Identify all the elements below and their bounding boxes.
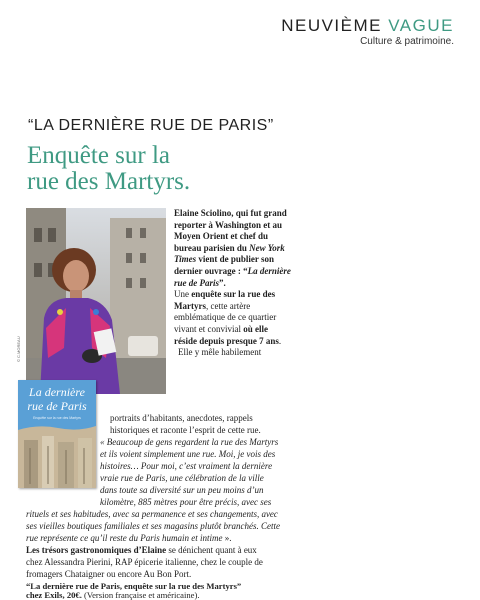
p3-line-b: portraits d’habitants, anecdotes, rappels (110, 413, 253, 423)
p2-bold: enquête sur la rue des Martyrs (174, 289, 276, 311)
book-title-line-1: La dernière (29, 385, 85, 399)
treasures-bold: Les trésors gastronomiques d’Elaine (26, 545, 167, 555)
treasures-line-3: fromagers Chataigner ou encore Au Bon Port. (26, 569, 192, 579)
intro-bold-3: ”. (219, 277, 226, 288)
intro-bold-1: Elaine Sciolino, qui fut grand reporter à Washington et au Moyen Orient et chef du bureau parisien du (174, 208, 287, 253)
photo-credit: © C.MOREAU (16, 336, 21, 362)
third-paragraph-start: Elle y mêle habilement (178, 347, 262, 358)
brand-logo (281, 16, 454, 36)
p2-start: Une (174, 289, 189, 300)
p2-end: . (278, 335, 282, 346)
treasures-line-1 (26, 545, 346, 557)
quote-line-8: ses vieilles boutiques familiales et ses magasins plutôt branchés. Cette (26, 521, 280, 531)
quote-line-5: dans toute sa diversité sur un peu moins d’un (100, 485, 264, 495)
quote-line-6: kilomètre, 885 mètres pour être précis, avec ses (100, 497, 272, 507)
quote-line-2: et ils voient simplement une rue. Moi, je vois des (100, 449, 276, 459)
book-cover (18, 380, 96, 488)
intro-paragraph (174, 208, 292, 289)
final-note: (Version française et américaine). (81, 590, 200, 600)
brand-first-word: NEUVIÈME (281, 16, 382, 35)
headline-line-1: Enquête sur la (27, 142, 171, 169)
masthead (281, 16, 454, 47)
quote-line-9 (26, 533, 346, 545)
author-photo-illustration (26, 208, 166, 394)
second-paragraph (174, 289, 292, 347)
quote-line-3: histoires… Pour moi, c’est vraiment la dernière (100, 461, 273, 471)
final-line-2 (26, 590, 346, 600)
intro-bold-2: vient de publier son dernier ouvrage : “ (174, 254, 275, 276)
article-headline (27, 143, 347, 195)
book-subtitle: Enquête sur la rue des Martyrs (33, 416, 81, 420)
final-bold-2: chez Exils, 20€. (26, 590, 82, 600)
treasures-text-1: se dénichent quant à eux (166, 545, 257, 555)
quote-line-1: « Beaucoup de gens regardent la rue des Martyrs (100, 437, 279, 447)
book-title-line-2: rue de Paris (27, 399, 87, 413)
article-kicker: “LA DERNIÈRE RUE DE PARIS” (28, 117, 274, 134)
final-line-1: “La dernière rue de Paris, enquête sur la rue des Martyrs” (26, 581, 242, 591)
quote-line-4: vraie rue de Paris, une célébration de la ville (100, 473, 264, 483)
p2-bold-2: où elle réside depuis presque 7 ans (174, 323, 279, 346)
quote-line-7: rituels et ses habitudes, avec sa permanence et ses changements, avec (26, 509, 278, 519)
article-body-column (174, 208, 292, 359)
quote-end: ». (222, 533, 232, 543)
intro-nyt: New York Times (174, 242, 285, 265)
brand-second-word: VAGUE (388, 16, 454, 35)
intro-book-title: La dernière rue de Paris (174, 265, 291, 288)
p3-line-c: historiques et raconte l’esprit de cette rue. (110, 425, 261, 435)
author-photo (26, 208, 166, 394)
quote-line-9-text: rue représente ce qu’il reste du Paris humain et intime (26, 533, 223, 543)
p2-mid: , cette artère emblématique de ce quartier vivant et convivial (174, 300, 277, 334)
treasures-line-2: chez Alessandra Pierini, RAP épicerie italienne, chez le couple de (26, 557, 263, 567)
tagline: Culture & patrimoine. (360, 36, 454, 47)
headline-line-2: rue des Martyrs. (27, 168, 191, 195)
